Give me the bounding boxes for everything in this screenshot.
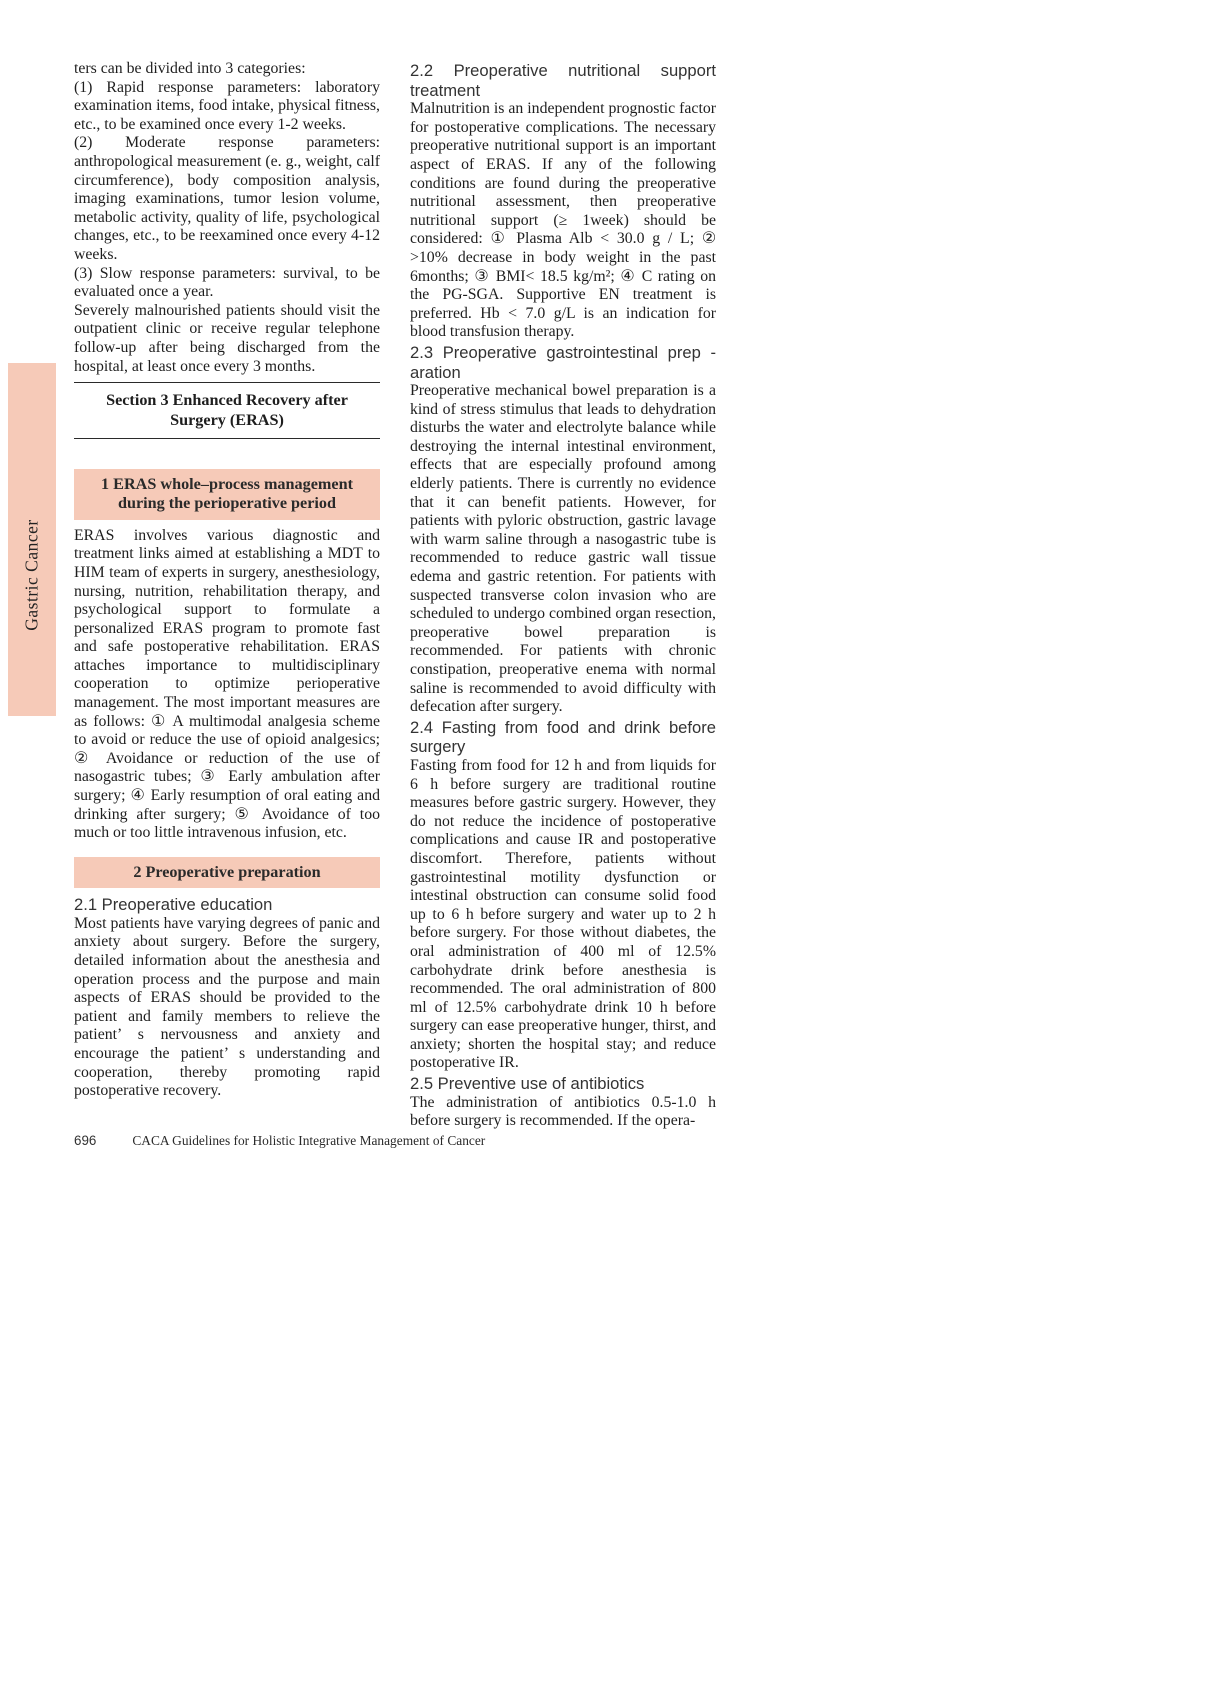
heading-2-preoperative-preparation: 2 Preoperative preparation: [74, 857, 380, 888]
subheading-2-4-fasting: 2.4 Fasting from food and drink before surgery: [410, 717, 716, 757]
paragraph-2-5-preventive-antibiotics: The administration of antibiotics 0.5-1.0 h before surgery is recommended. If the opera-: [410, 1093, 716, 1130]
paragraph-2-4-fasting: Fasting from food for 12 h and from liquids for 6 h before surgery are traditional routine measures before gastric surgery. However, they do not reduce the incidence of postoperative complications and cause IR and postoperative discomfort. Therefore, patients without gastrointestinal motility dysfunction or intestinal obstruction can consume solid food up to 6 h before surgery and water up to 2 h before surgery. For those without diabetes, the oral administration of 400 ml of 12.5% carbohydrate drink before anesthesia is recommended. The oral administration of 800 ml of 12.5% carbohydrate drink 10 h before surgery can ease preoperative hunger, thirst, and anxiety; shorten the hospital stay; and reduce postoperative IR.: [410, 756, 716, 1072]
chapter-tab-label: Gastric Cancer: [21, 519, 42, 631]
subheading-2-2-nutritional-support: 2.2 Preoperative nutritional support treatment: [410, 61, 716, 100]
subheading-2-5-preventive-antibiotics: 2.5 Preventive use of antibiotics: [410, 1074, 645, 1094]
paragraph-followup: Severely malnourished patients should visit the outpatient clinic or receive regular telephone follow-up after being discharged from the hospital, at least once every 3 months.: [74, 301, 380, 375]
chapter-tab: [8, 363, 56, 716]
list-item-slow-response: (3) Slow response parameters: survival, to be evaluated once a year.: [74, 264, 380, 301]
heading-1-eras-whole-process: 1 ERAS whole–process management during the perioperative period: [74, 469, 380, 520]
page-footer: [74, 1133, 485, 1149]
paragraph-2-1-preoperative-education: Most patients have varying degrees of panic and anxiety about surgery. Before the surgery, detailed information about the anesthesia and operation process and the purpose and main aspects of ERAS should be provided to the patient and family members to relieve the patient’ s nervousness and anxiety and encourage the patient’ s understanding and cooperation, thereby promoting rapid postoperative recovery.: [74, 914, 380, 1100]
list-item-moderate-response: (2) Moderate response parameters: anthropological measurement (e. g., weight, calf circumference), body composition analysis, imaging examinations, tumor lesion volume, metabolic activity, quality of life, psychological changes, etc., to be reexamined once every 4-12 weeks.: [74, 134, 380, 263]
right-column: [410, 60, 716, 1131]
subheading-2-1-preoperative-education: 2.1 Preoperative education: [74, 895, 273, 915]
section-3-heading: Section 3 Enhanced Recovery after Surgery (ERAS): [74, 382, 380, 439]
left-column: [74, 60, 380, 1101]
footer-journal-title: CACA Guidelines for Holistic Integrative Management of Cancer: [132, 1133, 486, 1148]
page-number: 696: [74, 1133, 97, 1148]
paragraph-2-2-nutritional-support: Malnutrition is an independent prognostic factor for postoperative complications. The necessary preoperative nutritional support is an important aspect of ERAS. If any of the following conditions are found during the preoperative nutritional assessment, then preoperative nutritional support (≥ 1week) should be considered: ① Plasma Alb < 30.0 g / L; ② >10% decrease in body weight in the past 6months; ③ BMI< 18.5 kg/m²; ④ C rating on the PG-SGA. Supportive EN treatment is preferred. Hb < 7.0 g/L is an indication for blood transfusion therapy.: [410, 100, 716, 341]
paragraph-2-3-gastrointestinal-preparation: Preoperative mechanical bowel preparation is a kind of stress stimulus that leads to dehydration disturbs the water and electrolyte balance while destroying the internal intestinal environment, effects that are especially profound among elderly patients. There is currently no evidence that it can benefit patients. However, for patients with pyloric obstruction, gastric lavage with warm saline through a nasogastric tube is recommended to reduce gastric wall tissue edema and gastric retention. For patients with suspected transverse colon invasion who are scheduled to undergo combined organ resection, preoperative bowel preparation is recommended. For patients with chronic constipation, preoperative enema with normal saline is recommended to avoid difficulty with defecation after surgery.: [410, 382, 716, 716]
subheading-2-3-gastrointestinal-preparation: 2.3 Preoperative gastrointestinal prep - aration: [410, 342, 716, 382]
paragraph-eras-overview: ERAS involves various diagnostic and treatment links aimed at establishing a MDT to HIM team of experts in surgery, anesthesiology, nursing, nutrition, rehabilitation therapy, and psychological support to formulate a personalized ERAS program to promote fast and safe postoperative rehabilitation. ERAS attaches importance to multidisciplinary cooperation to optimize perioperative management. The most important measures are as follows: ① A multimodal analgesia scheme to avoid or reduce the use of opioid analgesics; ② Avoidance or reduction of the use of nasogastric tubes; ③ Early ambulation after surgery; ④ Early resumption of oral eating and drinking after surgery; ⑤ Avoidance of too much or too little intravenous infusion, etc.: [74, 526, 380, 842]
paragraph-categories-intro: ters can be divided into 3 categories:: [74, 60, 306, 77]
list-item-rapid-response: (1) Rapid response parameters: laboratory examination items, food intake, physical fitness, etc., to be examined once every 1-2 weeks.: [74, 78, 380, 133]
